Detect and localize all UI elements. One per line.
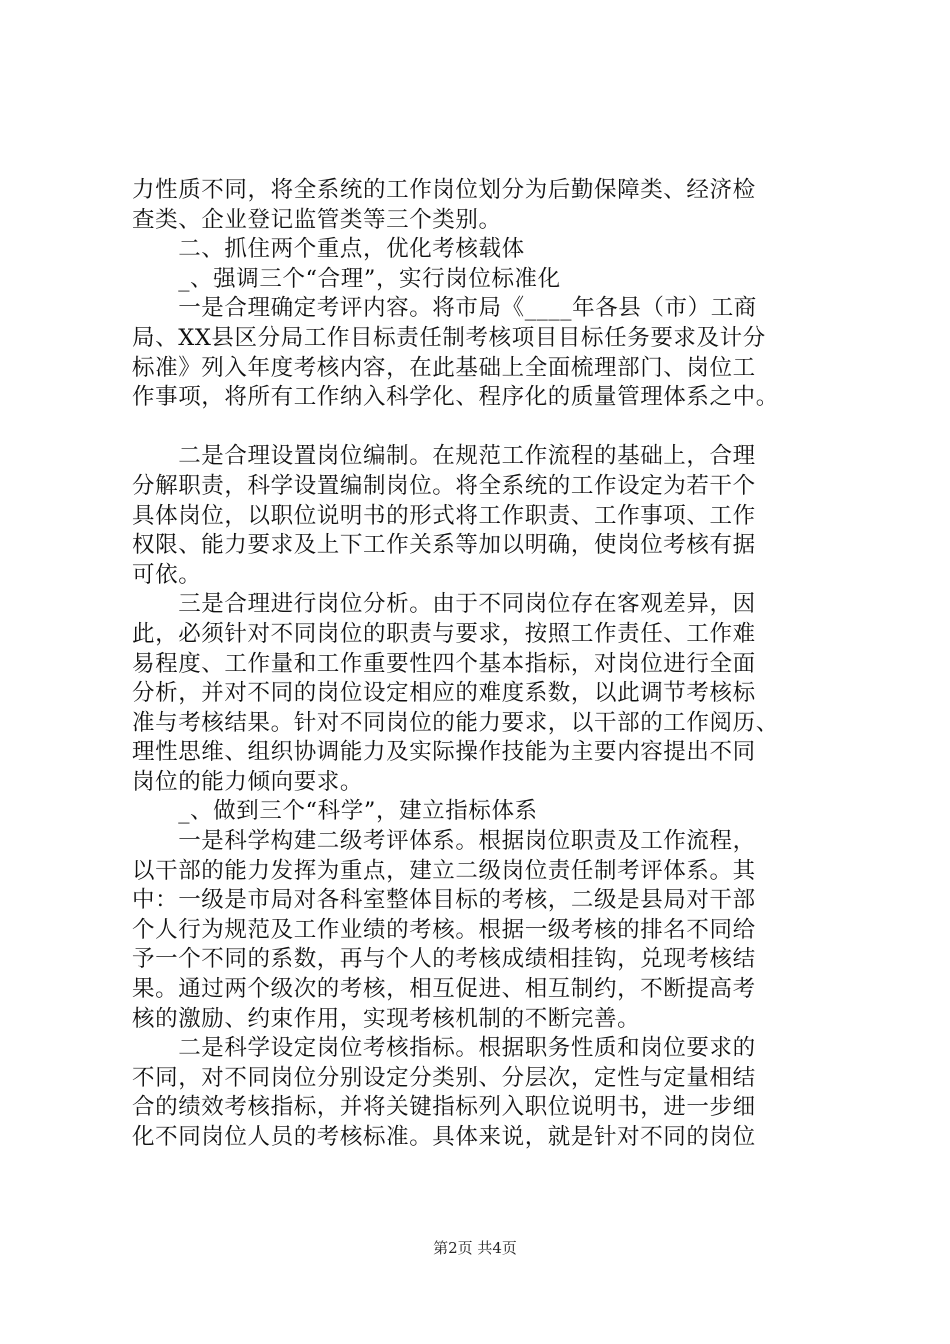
text-line: _、强调三个“合理”，实行岗位标准化 xyxy=(132,265,561,292)
text-line: 合的绩效考核指标，并将关键指标列入职位说明书，进一步细 xyxy=(132,1094,756,1121)
text-line: 不同，对不同岗位分别设定分类别、分层次，定性与定量相结 xyxy=(132,1064,756,1091)
text-line: 局、XX县区分局工作目标责任制考核项目目标任务要求及计分 xyxy=(132,324,766,351)
text-line: 权限、能力要求及上下工作关系等加以明确，使岗位考核有据 xyxy=(132,532,756,559)
text-line: 作事项，将所有工作纳入科学化、程序化的质量管理体系之中。 xyxy=(132,384,779,411)
text-line: 个人行为规范及工作业绩的考核。根据一级考核的排名不同给 xyxy=(132,916,756,943)
text-line: 查类、企业登记监管类等三个类别。 xyxy=(132,206,502,233)
text-line: 一是合理确定考评内容。将市局《____年各县（市）工商 xyxy=(132,295,757,322)
text-line: 标准》列入年度考核内容，在此基础上全面梳理部门、岗位工 xyxy=(132,354,756,381)
page-footer: 第2页 共4页 xyxy=(433,1239,517,1257)
text-line: 可依。 xyxy=(132,561,202,588)
text-line: 化不同岗位人员的考核标准。具体来说，就是针对不同的岗位 xyxy=(132,1124,756,1150)
text-line: 易程度、工作量和工作重要性四个基本指标，对岗位进行全面 xyxy=(132,650,756,677)
text-line: 予一个不同的系数，再与个人的考核成绩相挂钩，兑现考核结 xyxy=(132,946,756,973)
text-line: 二、抓住两个重点，优化考核载体 xyxy=(132,236,525,263)
text-line: 岗位的能力倾向要求。 xyxy=(132,768,364,795)
text-line: _、做到三个“科学”，建立指标体系 xyxy=(132,798,538,825)
blank-line xyxy=(132,413,832,443)
text-line: 二是合理设置岗位编制。在规范工作流程的基础上，合理 xyxy=(132,443,756,470)
text-line: 二是科学设定岗位考核指标。根据职务性质和岗位要求的 xyxy=(132,1035,756,1062)
text-line: 力性质不同，将全系统的工作岗位划分为后勤保障类、经济检 xyxy=(132,177,756,203)
text-line: 中：一级是市局对各科室整体目标的考核，二级是县局对干部 xyxy=(132,887,756,914)
text-line: 核的激励、约束作用，实现考核机制的不断完善。 xyxy=(132,1005,641,1032)
text-line: 果。通过两个级次的考核，相互促进、相互制约，不断提高考 xyxy=(132,976,756,1003)
text-line: 一是科学构建二级考评体系。根据岗位职责及工作流程， xyxy=(132,828,756,855)
text-line: 具体岗位，以职位说明书的形式将工作职责、工作事项、工作 xyxy=(132,502,756,529)
text-line: 以干部的能力发挥为重点，建立二级岗位责任制考评体系。其 xyxy=(132,857,756,884)
text-line: 准与考核结果。针对不同岗位的能力要求，以干部的工作阅历、 xyxy=(132,709,779,736)
document-body xyxy=(132,176,832,1153)
text-line: 此，必须针对不同岗位的职责与要求，按照工作责任、工作难 xyxy=(132,620,756,647)
text-line: 分解职责，科学设置编制岗位。将全系统的工作设定为若干个 xyxy=(132,472,756,499)
text-line: 理性思维、组织协调能力及实际操作技能为主要内容提出不同 xyxy=(132,739,756,766)
text-line: 分析，并对不同的岗位设定相应的难度系数，以此调节考核标 xyxy=(132,680,756,707)
text-line: 三是合理进行岗位分析。由于不同岗位存在客观差异，因 xyxy=(132,591,756,618)
